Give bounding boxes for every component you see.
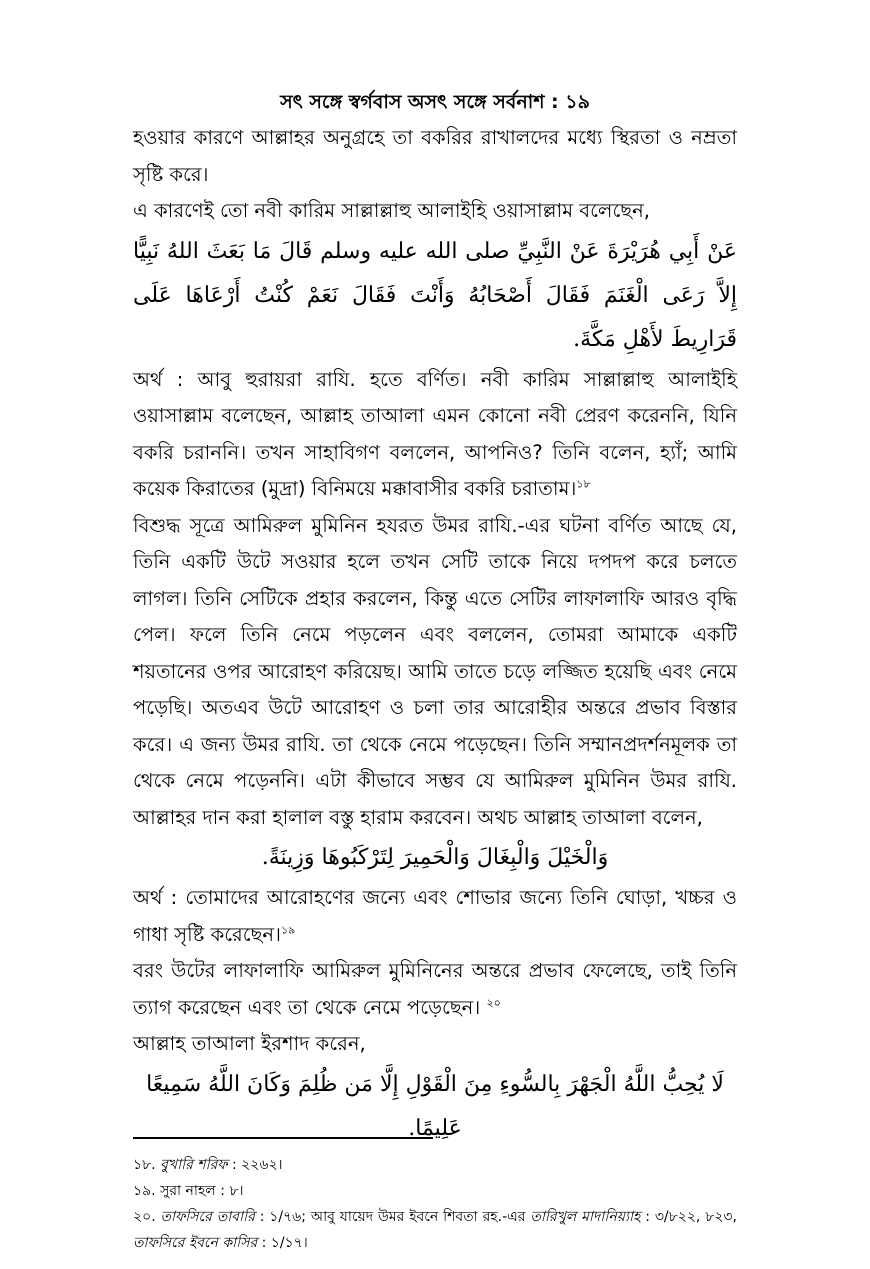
- footnote-18: [133, 1152, 737, 1178]
- footnote-19: [133, 1178, 737, 1204]
- paragraph-7: আল্লাহ তাআলা ইরশাদ করেন,: [133, 1032, 366, 1055]
- verse-translation: অর্থ : তোমাদের আরোহণের জন্যে এবং শোভার জন্যে তিনি ঘোড়া, খচ্চর ও গাধা সৃষ্টি করেছেন।: [133, 886, 737, 946]
- paragraph-6: [133, 953, 737, 1026]
- hadith-translation: অর্থ : আবু হুরায়রা রাযি. হতে বর্ণিত। নবী কারিম সাল্লাল্লাহু আলাইহি ওয়াসাল্লাম বলেছেন, আল্লাহ তাআলা এমন কোনো নবী প্রেরণ করেননি, যিনি বকরি চরাননি। তখন সাহাবিগণ বললেন, আপনিও? তিনি বলেন, হ্যাঁ; আমি কয়েক কিরাতের (মুদ্রা) বিনিময়ে মক্কাবাসীর বকরি চরাতাম।: [133, 367, 737, 500]
- running-header: সৎ সঙ্গে স্বর্গবাস অসৎ সঙ্গে সর্বনাশ : ১৯: [280, 91, 590, 113]
- paragraph-6-text: বরং উটের লাফালাফি আমিরুল মুমিনিনের অন্তরে প্রভাব ফেলেছে, তাই তিনি ত্যাগ করেছেন এবং তা থেকে নেমে পড়েছেন।: [133, 959, 737, 1019]
- footnote-source-title: বুখারি শরিফ: [160, 1157, 228, 1173]
- footnote-number: ১৮.: [133, 1157, 161, 1173]
- footnote-number: ১৯.: [133, 1183, 161, 1199]
- paragraph-4: বিশুদ্ধ সূত্রে আমিরুল মুমিনিন হযরত উমর রাযি.-এর ঘটনা বর্ণিত আছে যে, তিনি একটি উটে সওয়ার হলে তখন সেটি তাকে নিয়ে দপদপ করে চলতে লাগল। তিনি সেটিকে প্রহার করলেন, কিন্তু এতে সেটির লাফালাফি আরও বৃদ্ধি পেল। ফলে তিনি নেমে পড়লেন এবং বললেন, তোমরা আমাকে একটি শয়তানের ওপর আরোহণ করিয়েছ। আমি তাতে চড়ে লজ্জিত হয়েছি এবং নেমে পড়েছি। অতএব উটে আরোহণ ও চলা তার আরোহীর অন্তরে প্রভাব বিস্তার করে। এ জন্য উমর রাযি. তা থেকে নেমে পড়েছেন। তিনি সম্মানপ্রদর্শনমূলক তা থেকে নেমে পড়েননি। এটা কীভাবে সম্ভব যে আমিরুল মুমিনিন উমর রাযি. আল্লাহর দান করা হালাল বস্তু হারাম করবেন। অথচ আল্লাহ তাআলা বলেন,: [133, 513, 737, 829]
- footnote-reference: : ৩/৮২২, ৮২৩,: [640, 1209, 737, 1225]
- footnote-divider: [133, 1137, 433, 1139]
- arabic-hadith: عَنْ أَبِي هُرَيْرَةَ عَنْ النَّبِيِّ صلى الله عليه وسلم قَالَ مَا بَعَثَ اللهُ نَبِيًّا إِلاَّ رَعَى الْغَنَمَ فَقَالَ أَصْحَابُهُ وَأَنْتَ فَقَالَ نَعَمْ كُنْتُ أَرْعَاهَا عَلَى قَرَارِيطَ لأَهْلِ مَكَّةَ.: [133, 238, 737, 352]
- footnote-source-title: তাফসিরে ইবনে কাসির: [133, 1235, 258, 1251]
- footnote-source-title: তারিখুল মাদানিয়্যাহ: [530, 1209, 641, 1225]
- footnote-ref-19: ১৯: [281, 923, 296, 936]
- paragraph-3: [133, 362, 737, 508]
- arabic-verse-2: لَا يُحِبُّ اللَّهُ الْجَهْرَ بِالسُّوءِ مِنَ الْقَوْلِ إِلَّا مَن ظُلِمَ وَكَانَ اللَّهُ سَمِيعًا عَلِيمًا.: [146, 1071, 724, 1141]
- paragraph-2: এ কারণেই তো নবী কারিম সাল্লাল্লাহু আলাইহি ওয়াসাল্লাম বলেছেন,: [133, 199, 650, 222]
- footnote-source-title: তাফসিরে তাবারি: [160, 1209, 255, 1225]
- footnote-reference: সুরা নাহল : ৮।: [160, 1183, 244, 1199]
- footnote-reference: : ২২৬২।: [227, 1157, 283, 1173]
- footnote-20: [133, 1204, 737, 1256]
- footnote-reference: : ১/৭৬; আবু যায়েদ উমর ইবনে শিবতা রহ.-এর: [254, 1209, 531, 1225]
- footnote-ref-20: ২০: [486, 996, 501, 1009]
- footnotes: [133, 1152, 737, 1256]
- footnote-reference: : ১/১৭।: [257, 1235, 308, 1251]
- footnote-number: ২০.: [133, 1209, 161, 1225]
- arabic-verse-1: وَالْخَيْلَ وَالْبِغَالَ وَالْحَمِيرَ لِتَرْكَبُوهَا وَزِينَةً.: [261, 845, 609, 870]
- paragraph-5: [133, 880, 737, 953]
- main-text: [133, 120, 737, 1151]
- footnote-ref-18: ১৮: [576, 477, 591, 491]
- paragraph-1: হওয়ার কারণে আল্লাহর অনুগ্রহে তা বকরির রাখালদের মধ্যে স্থিরতা ও নম্রতা সৃষ্টি করে।: [133, 126, 737, 186]
